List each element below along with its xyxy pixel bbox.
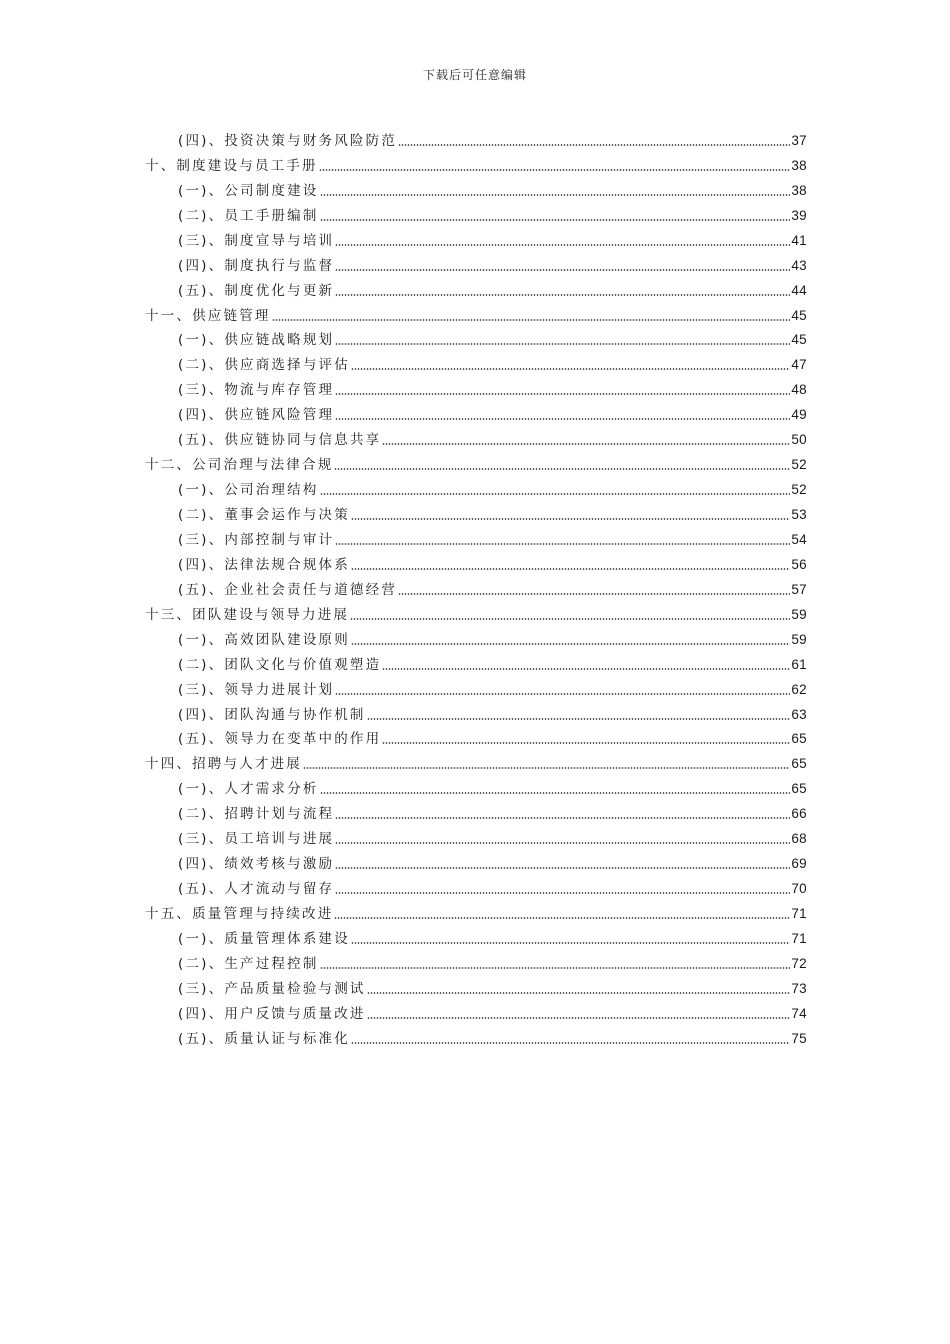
toc-dot-leader <box>303 767 790 769</box>
toc-page-number: 41 <box>791 232 807 248</box>
toc-page-number: 37 <box>791 132 807 148</box>
toc-dot-leader <box>367 718 791 720</box>
toc-entry-title: (一)、人才需求分析 <box>178 781 319 798</box>
toc-page-number: 49 <box>791 407 807 423</box>
toc-section-row[interactable] <box>145 276 807 301</box>
toc-section-row[interactable] <box>145 226 807 251</box>
toc-entry-title: (四)、绩效考核与激励 <box>178 856 335 873</box>
toc-dot-leader <box>351 942 790 944</box>
toc-section-row[interactable] <box>145 824 807 849</box>
toc-dot-leader <box>398 593 790 595</box>
toc-dot-leader <box>335 867 790 869</box>
toc-entry-title: (四)、团队沟通与协作机制 <box>178 706 366 723</box>
toc-dot-leader <box>320 967 791 969</box>
toc-section-row[interactable] <box>145 650 807 675</box>
toc-entry-title: (二)、团队文化与价值观塑造 <box>178 656 382 673</box>
toc-section-row[interactable] <box>145 625 807 650</box>
toc-section-row[interactable] <box>145 525 807 550</box>
toc-entry-title: (四)、投资决策与财务风险防范 <box>178 132 398 149</box>
toc-entry-title: (三)、领导力进展计划 <box>178 681 335 698</box>
toc-dot-leader <box>334 917 790 919</box>
toc-page-number: 61 <box>791 656 807 672</box>
toc-dot-leader <box>320 792 791 794</box>
toc-page-number: 54 <box>791 531 807 547</box>
toc-section-row[interactable] <box>145 375 807 400</box>
toc-page-number: 71 <box>791 906 807 921</box>
toc-dot-leader <box>335 418 790 420</box>
toc-section-row[interactable] <box>145 550 807 575</box>
toc-entry-title: (三)、内部控制与审计 <box>178 531 335 548</box>
toc-chapter-row[interactable] <box>145 600 807 625</box>
toc-section-row[interactable] <box>145 725 807 750</box>
toc-dot-leader <box>335 294 790 296</box>
toc-page-number: 56 <box>791 556 807 572</box>
toc-page-number: 68 <box>791 831 807 847</box>
toc-section-row[interactable] <box>145 949 807 974</box>
toc-page-number: 38 <box>791 157 807 173</box>
toc-page-number: 65 <box>791 731 807 747</box>
toc-entry-title: (五)、制度优化与更新 <box>178 282 335 299</box>
toc-dot-leader <box>367 992 791 994</box>
toc-page-number: 38 <box>791 182 807 198</box>
toc-dot-leader <box>367 1017 791 1019</box>
table-of-contents <box>145 126 807 1049</box>
toc-page-number: 66 <box>791 806 807 822</box>
toc-page-number: 57 <box>791 581 807 597</box>
toc-entry-title: (五)、质量认证与标准化 <box>178 1030 350 1047</box>
toc-dot-leader <box>335 842 790 844</box>
toc-page-number: 45 <box>791 307 807 323</box>
toc-dot-leader <box>335 892 790 894</box>
toc-entry-title: 十、制度建设与员工手册 <box>145 157 318 174</box>
toc-page-number: 71 <box>791 930 807 946</box>
toc-chapter-row[interactable] <box>145 450 807 475</box>
toc-dot-leader <box>335 693 790 695</box>
toc-chapter-row[interactable] <box>145 151 807 176</box>
toc-dot-leader <box>335 543 790 545</box>
toc-page-number: 63 <box>791 706 807 722</box>
toc-chapter-row[interactable] <box>145 899 807 924</box>
toc-entry-title: 十二、公司治理与法律合规 <box>145 457 334 474</box>
toc-entry-title: (三)、物流与库存管理 <box>178 382 335 399</box>
toc-page-number: 59 <box>791 631 807 647</box>
toc-dot-leader <box>335 817 790 819</box>
toc-section-row[interactable] <box>145 675 807 700</box>
toc-entry-title: (二)、供应商选择与评估 <box>178 357 350 374</box>
toc-dot-leader <box>334 468 790 470</box>
toc-section-row[interactable] <box>145 201 807 226</box>
toc-entry-title: (一)、质量管理体系建设 <box>178 930 350 947</box>
toc-entry-title: (五)、人才流动与留存 <box>178 881 335 898</box>
toc-entry-title: 十五、质量管理与持续改进 <box>145 906 334 922</box>
toc-section-row[interactable] <box>145 126 807 151</box>
toc-section-row[interactable] <box>145 849 807 874</box>
toc-page-number: 65 <box>791 756 807 772</box>
toc-section-row[interactable] <box>145 176 807 201</box>
toc-page-number: 72 <box>791 955 807 971</box>
toc-dot-leader <box>350 618 790 620</box>
toc-page-number: 45 <box>791 332 807 348</box>
toc-entry-title: (二)、董事会运作与决策 <box>178 507 350 523</box>
toc-entry-title: (一)、高效团队建设原则 <box>178 631 350 648</box>
toc-page-number: 53 <box>791 507 807 522</box>
toc-dot-leader <box>320 493 791 495</box>
toc-section-row[interactable] <box>145 974 807 999</box>
toc-dot-leader <box>335 244 790 246</box>
toc-dot-leader <box>382 742 790 744</box>
toc-entry-title: (五)、领导力在变革中的作用 <box>178 731 382 748</box>
toc-section-row[interactable] <box>145 999 807 1024</box>
toc-section-row[interactable] <box>145 475 807 500</box>
toc-page-number: 48 <box>791 382 807 398</box>
toc-entry-title: (一)、供应链战略规划 <box>178 332 335 349</box>
toc-page-number: 73 <box>791 980 807 996</box>
toc-dot-leader <box>351 518 790 520</box>
page-header: 下载后可任意编辑 <box>422 68 527 82</box>
toc-chapter-row[interactable] <box>145 301 807 326</box>
toc-dot-leader <box>351 643 790 645</box>
toc-section-row[interactable] <box>145 425 807 450</box>
toc-page-number: 43 <box>791 257 807 273</box>
toc-dot-leader <box>335 343 790 345</box>
toc-section-row[interactable] <box>145 575 807 600</box>
toc-section-row[interactable] <box>145 1024 807 1049</box>
toc-dot-leader <box>335 269 790 271</box>
toc-entry-title: (四)、供应链风险管理 <box>178 407 335 424</box>
toc-entry-title: (三)、员工培训与进展 <box>178 831 335 848</box>
toc-page-number: 75 <box>791 1030 807 1046</box>
toc-page-number: 59 <box>791 606 807 622</box>
toc-entry-title: 十三、团队建设与领导力进展 <box>145 606 350 623</box>
toc-entry-title: 十一、供应链管理 <box>145 307 271 324</box>
toc-entry-title: (五)、企业社会责任与道德经营 <box>178 581 398 598</box>
toc-entry-title: 十四、招聘与人才进展 <box>145 756 302 773</box>
toc-section-row[interactable] <box>145 774 807 799</box>
toc-section-row[interactable] <box>145 350 807 375</box>
toc-entry-title: (四)、用户反馈与质量改进 <box>178 1005 366 1022</box>
toc-entry-title: (二)、招聘计划与流程 <box>178 806 335 823</box>
toc-section-row[interactable] <box>145 251 807 276</box>
toc-dot-leader <box>351 1042 790 1044</box>
toc-page-number: 39 <box>791 207 807 223</box>
toc-entry-title: (二)、员工手册编制 <box>178 207 319 224</box>
toc-entry-title: (一)、公司治理结构 <box>178 482 319 499</box>
toc-dot-leader <box>398 144 790 146</box>
toc-page-number: 50 <box>791 432 807 448</box>
toc-entry-title: (四)、法律法规合规体系 <box>178 556 350 573</box>
toc-section-row[interactable] <box>145 924 807 949</box>
toc-section-row[interactable] <box>145 799 807 824</box>
toc-page-number: 69 <box>791 856 807 872</box>
toc-entry-title: (四)、制度执行与监督 <box>178 257 335 274</box>
toc-section-row[interactable] <box>145 700 807 725</box>
toc-entry-title: (一)、公司制度建设 <box>178 182 319 199</box>
toc-section-row[interactable] <box>145 874 807 899</box>
toc-page-number: 47 <box>791 357 807 373</box>
toc-dot-leader <box>351 368 790 370</box>
toc-dot-leader <box>382 443 790 445</box>
toc-section-row[interactable] <box>145 400 807 425</box>
toc-dot-leader <box>320 194 791 196</box>
toc-chapter-row[interactable] <box>145 749 807 774</box>
toc-section-row[interactable] <box>145 326 807 351</box>
toc-section-row[interactable] <box>145 500 807 525</box>
toc-dot-leader <box>382 668 790 670</box>
toc-dot-leader <box>320 219 791 221</box>
toc-page-number: 70 <box>791 881 807 897</box>
toc-dot-leader <box>272 319 791 321</box>
toc-entry-title: (三)、产品质量检验与测试 <box>178 980 366 997</box>
toc-page-number: 74 <box>791 1005 807 1021</box>
toc-dot-leader <box>335 393 790 395</box>
toc-dot-leader <box>319 169 791 171</box>
toc-entry-title: (三)、制度宣导与培训 <box>178 232 335 249</box>
toc-page-number: 52 <box>791 457 807 473</box>
toc-page-number: 65 <box>791 781 807 797</box>
toc-entry-title: (二)、生产过程控制 <box>178 955 319 972</box>
toc-dot-leader <box>351 568 790 570</box>
toc-page-number: 52 <box>791 482 807 498</box>
toc-entry-title: (五)、供应链协同与信息共享 <box>178 432 382 449</box>
toc-page-number: 44 <box>791 282 807 298</box>
toc-page-number: 62 <box>791 681 807 697</box>
